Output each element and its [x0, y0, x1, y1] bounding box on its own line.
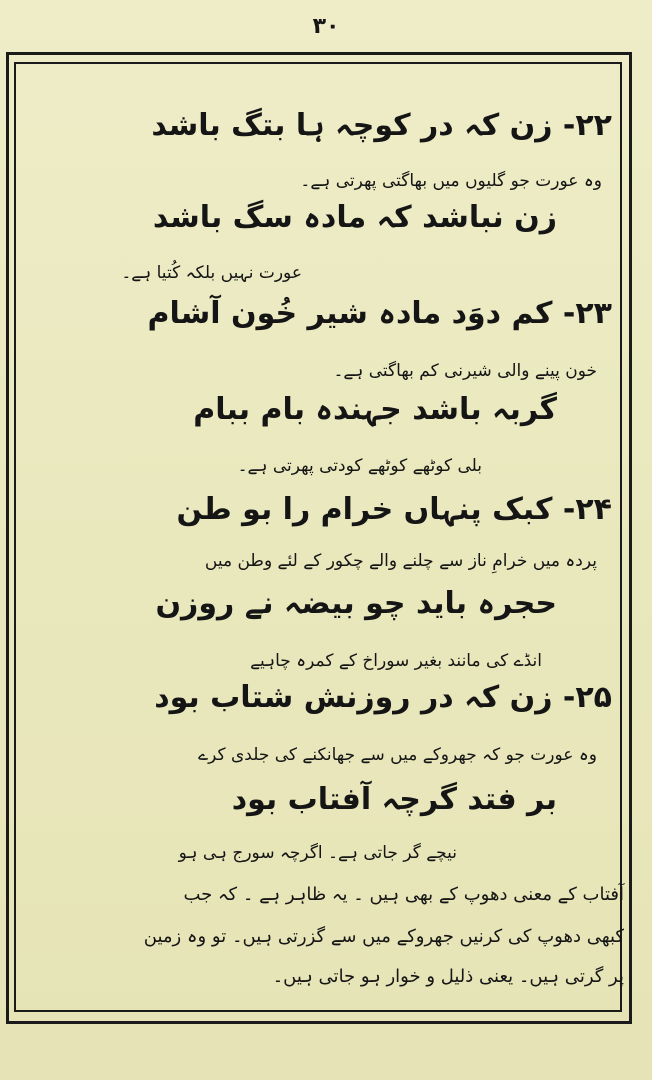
verse-22-line-1: ۲۲- زن کہ در کوچہ ہا بتگ باشد — [151, 108, 612, 143]
translation-24-line-2: انڈے کی مانند بغیر سوراخ کے کمرہ چاہیے — [250, 651, 542, 671]
commentary-line-2: کبھی دھوپ کی کرنیں جھروکے میں سے گزرتی ہیں۔ تو وہ زمین — [143, 926, 624, 947]
translation-24-line-1: پردہ میں خرامِ ناز سے چلنے والے چکور کے لئے وطن میں — [204, 551, 597, 571]
translation-23-line-2: بلی کوٹھے کوٹھے کودتی پھرتی ہے۔ — [237, 456, 482, 476]
translation-25-line-2: نیچے گر جاتی ہے۔ اگرچہ سورج ہی ہو — [178, 843, 457, 863]
verse-22-line-2: زن نباشد کہ مادہ سگ باشد — [152, 200, 557, 235]
commentary-line-3: پر گرتی ہیں۔ یعنی ذلیل و خوار ہو جاتی ہیں۔ — [272, 966, 624, 987]
verse-24-line-1: ۲۴- کبک پنہاں خرام را بو طن — [176, 492, 612, 527]
verse-24-line-2: حجرہ باید چو بیضہ نے روزن — [155, 586, 557, 621]
page-number: ۳۰ — [312, 14, 340, 39]
verse-23-line-1: ۲۳- کم دوَد مادہ شیر خُون آشام — [147, 296, 612, 331]
translation-23-line-1: خون پینے والی شیرنی کم بھاگتی ہے۔ — [333, 361, 597, 381]
translation-22-line-2: عورت نہیں بلکہ کُتیا ہے۔ — [121, 263, 302, 283]
verse-23-line-2: گربہ باشد جہندہ بام ببام — [193, 392, 557, 427]
translation-25-line-1: وہ عورت جو کہ جھروکے میں سے جھانکنے کی جلدی کرے — [198, 745, 597, 765]
commentary-line-1: آفتاب کے معنی دھوپ کے بھی ہیں ۔ یہ ظاہر ہے ۔ کہ جب — [183, 884, 624, 905]
translation-22-line-1: وہ عورت جو گلیوں میں بھاگتی پھرتی ہے۔ — [300, 171, 602, 191]
verse-25-line-1: ۲۵- زن کہ در روزنش شتاب بود — [154, 680, 612, 715]
verse-25-line-2: بر فتد گرچہ آفتاب بود — [231, 782, 557, 817]
